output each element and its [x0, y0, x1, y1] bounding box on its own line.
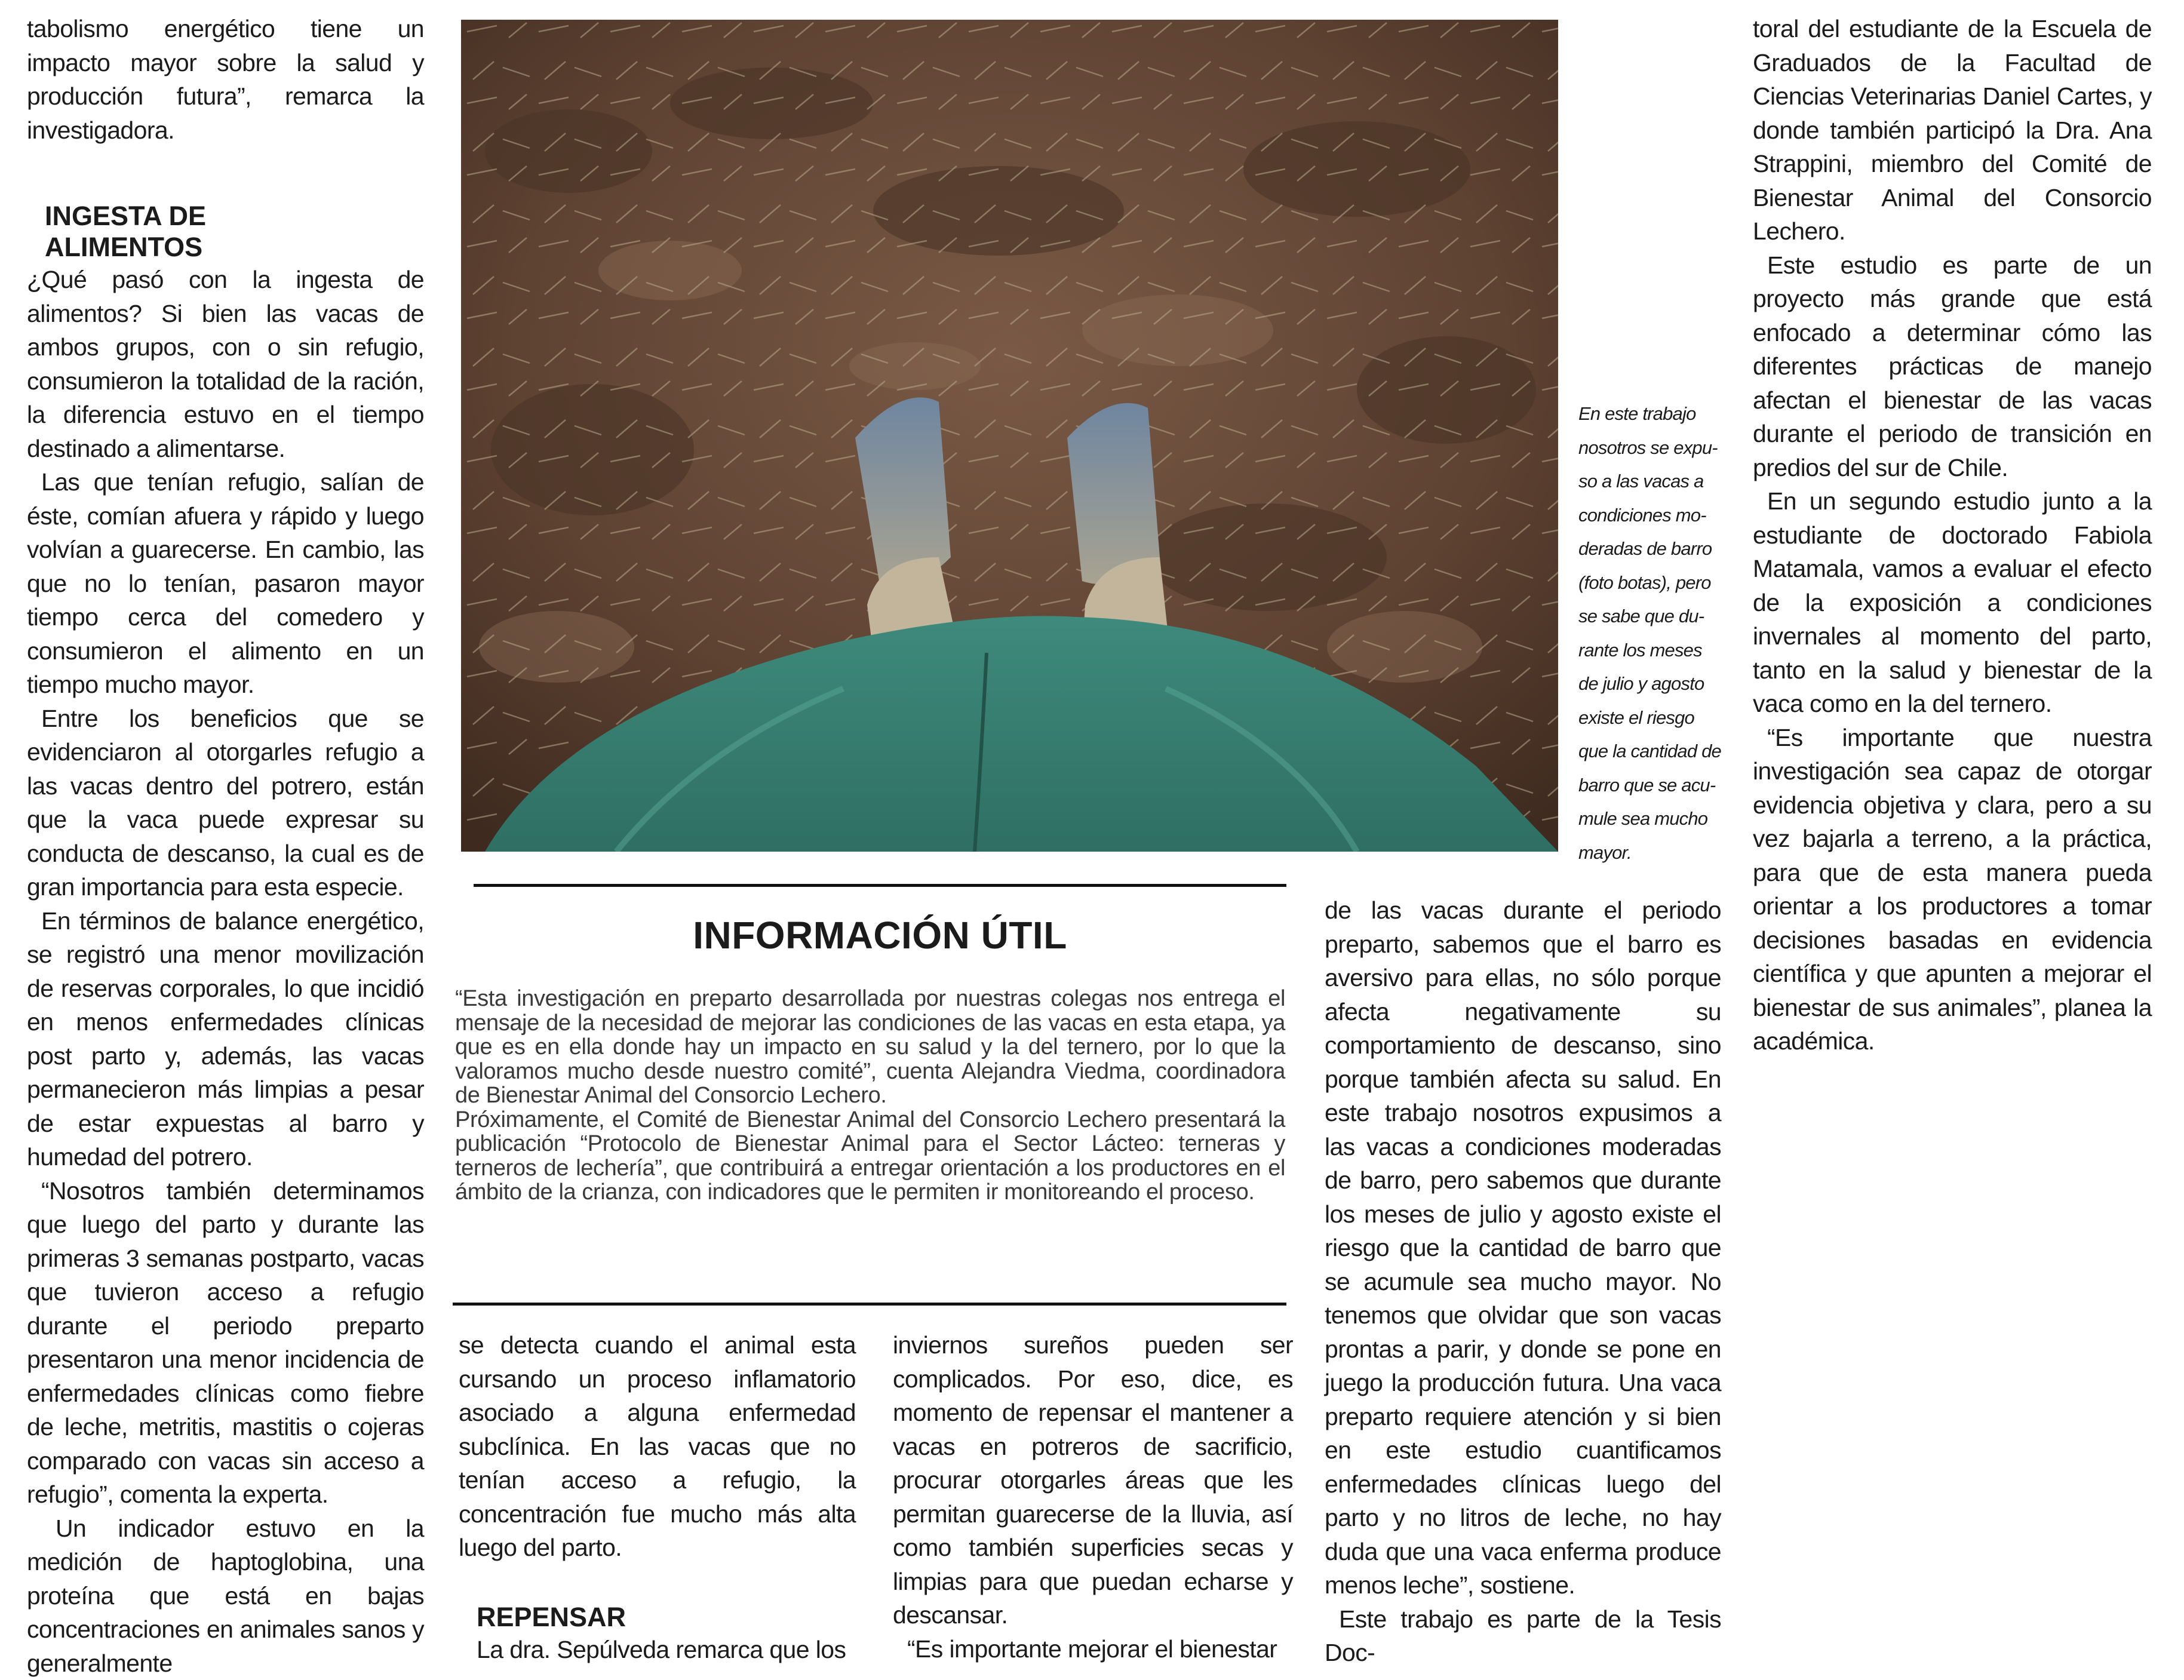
paragraph: “Es importante que nuestra investigación sea capaz de otorgar evidencia objetiva y clara, pero a su vez bajarla a terreno, a la práctica, para que de esta manera pueda orientar a los productores a tomar decisiones basadas en evidencia científica y que apunten a mejorar el bienestar de sus animales”, planea la académica.: [1753, 721, 2152, 1058]
paragraph: Un indicador estuvo en la medición de haptoglobina, una proteína que está en bajas concentraciones en animales sanos y generalmente: [27, 1512, 424, 1680]
caption-line: existe el riesgo: [1578, 701, 1738, 735]
paragraph: Este trabajo es parte de la Tesis Doc-: [1325, 1602, 1721, 1670]
paragraph: En un segundo estudio junto a la estudiante de doctorado Fabiola Matamala, vamos a evaluar el efecto de la exposición a condiciones invernales al momento del parto, tanto en la salud y bienestar de la vaca como en la del ternero.: [1753, 484, 2152, 721]
section-heading-repensar: REPENSAR: [477, 1602, 856, 1633]
info-paragraph: Próximamente, el Comité de Bienestar Animal del Consorcio Lechero presentará la publicación “Protocolo de Bienestar Animal para el Sector Lácteo: terneras y terneros de lechería”, que contribuirá a entregar orientación a los productores en el ámbito de la crianza, con indicadores que le permiten ir monitoreando el proceso.: [455, 1108, 1285, 1205]
paragraph: Este estudio es parte de un proyecto más grande que está enfocado a determinar cómo las diferentes prácticas de manejo afectan el bienestar de las vacas durante el periodo de transición en predios del sur de Chile.: [1753, 248, 2152, 485]
column-3: [1325, 893, 1721, 1670]
caption-line: En este trabajo: [1578, 397, 1738, 431]
info-box-bottom-rule: [453, 1303, 1286, 1306]
caption-line: so a las vacas a: [1578, 465, 1738, 499]
caption-line: rante los meses: [1578, 634, 1738, 668]
caption-line: se sabe que du-: [1578, 600, 1738, 634]
photo-boots-in-mud: [461, 20, 1558, 852]
paragraph: ¿Qué pasó con la ingesta de alimentos? Si bien las vacas de ambos grupos, con o sin refugio, consumieron la totalidad de la ración, la diferencia estuvo en el tiempo destinado a alimentarse.: [27, 263, 424, 465]
paragraph: se detecta cuando el animal esta cursando un proceso inflamatorio asociado a alguna enfermedad subclínica. En las vacas que no tenían acceso a refugio, la concentración fue mucho más alta luego del parto.: [459, 1328, 856, 1565]
caption-line: mule sea mucho: [1578, 802, 1738, 836]
caption-line: mayor.: [1578, 836, 1738, 870]
caption-line: (foto botas), pero: [1578, 566, 1738, 600]
info-box-top-rule: [474, 884, 1286, 887]
column-1: [27, 12, 424, 1680]
paragraph: tabolismo energético tiene un impacto mayor sobre la salud y producción futura”, remarca la investigadora.: [27, 12, 424, 147]
column-middle-2: [893, 1328, 1293, 1666]
caption-line: barro que se acu-: [1578, 769, 1738, 803]
caption-line: condiciones mo-: [1578, 499, 1738, 533]
caption-line: deradas de barro: [1578, 532, 1738, 566]
photo-caption: [1578, 397, 1738, 870]
photo-illustration: [461, 20, 1558, 852]
paragraph: Entre los beneficios que se evidenciaron al otorgarles refugio a las vacas dentro del potrero, están que la vaca puede expresar su conducta de descanso, la cual es de gran importancia para esta especie.: [27, 702, 424, 904]
column-4: [1753, 12, 2152, 1058]
section-heading-ingesta: INGESTA DE ALIMENTOS: [45, 201, 260, 263]
paragraph: En términos de balance energético, se registró una menor movilización de reservas corporales, lo que incidió en menos enfermedades clínicas post parto y, además, las vacas permanecieron más limpias a pesar de estar expuestas al barro y humedad del potrero.: [27, 904, 424, 1174]
paragraph: inviernos sureños pueden ser complicados. Por eso, dice, es momento de repensar el mantener a vacas en potreros de sacrificio, procurar otorgarles áreas que les permitan guarecerse de la lluvia, así como también superficies secas y limpias para que puedan echarse y descansar.: [893, 1328, 1293, 1632]
column-middle-1: [459, 1328, 856, 1666]
paragraph: Las que tenían refugio, salían de éste, comían afuera y rápido y luego volvían a guarecerse. En cambio, las que no lo tenían, pasaron mayor tiempo cerca del comedero y consumieron el alimento en un tiempo mucho mayor.: [27, 465, 424, 702]
info-box-body: [455, 987, 1285, 1205]
paragraph: La dra. Sepúlveda remarca que los: [459, 1633, 856, 1667]
paragraph: “Nosotros también determinamos que luego del parto y durante las primeras 3 semanas postparto, vacas que tuvieron acceso a refugio durante el periodo preparto presentaron una menor incidencia de enfermedades clínicas como fiebre de leche, metritis, mastitis o cojeras comparado con vacas sin acceso a refugio”, comenta la experta.: [27, 1174, 424, 1512]
info-paragraph: “Esta investigación en preparto desarrollada por nuestras colegas nos entrega el mensaje de la necesidad de mejorar las condiciones de las vacas en esta etapa, ya que es en ella donde hay un impacto en su salud y la del ternero, por lo que la valoramos mucho desde nuestro comité”, cuenta Alejandra Viedma, coordinadora de Bienestar Animal del Consorcio Lechero.: [455, 987, 1285, 1108]
paragraph: toral del estudiante de la Escuela de Graduados de la Facultad de Ciencias Veterinarias Daniel Cartes, y donde también participó la Dra. Ana Strappini, miembro del Comité de Bienestar Animal del Consorcio Lechero.: [1753, 12, 2152, 248]
caption-line: de julio y agosto: [1578, 667, 1738, 701]
caption-line: nosotros se expu-: [1578, 431, 1738, 465]
caption-line: que la cantidad de: [1578, 735, 1738, 769]
paragraph: de las vacas durante el periodo preparto, sabemos que el barro es aversivo para ellas, no sólo porque afecta negativamente su comportamiento de descanso, sino porque también afecta su salud. En este trabajo nosotros expusimos a las vacas a condiciones moderadas de barro, pero sabemos que durante los meses de julio y agosto existe el riesgo que la cantidad de barro que se acumule sea mucho mayor. No tenemos que olvidar que son vacas prontas a parir, y donde se pone en juego la producción futura. Una vaca preparto requiere atención y si bien en este estudio cuantificamos enfermedades clínicas luego del parto y no litros de leche, no hay duda que una vaca enferma produce menos leche”, sostiene.: [1325, 893, 1721, 1602]
paragraph: “Es importante mejorar el bienestar: [893, 1632, 1293, 1666]
info-box-title: INFORMACIÓN ÚTIL: [474, 914, 1286, 957]
